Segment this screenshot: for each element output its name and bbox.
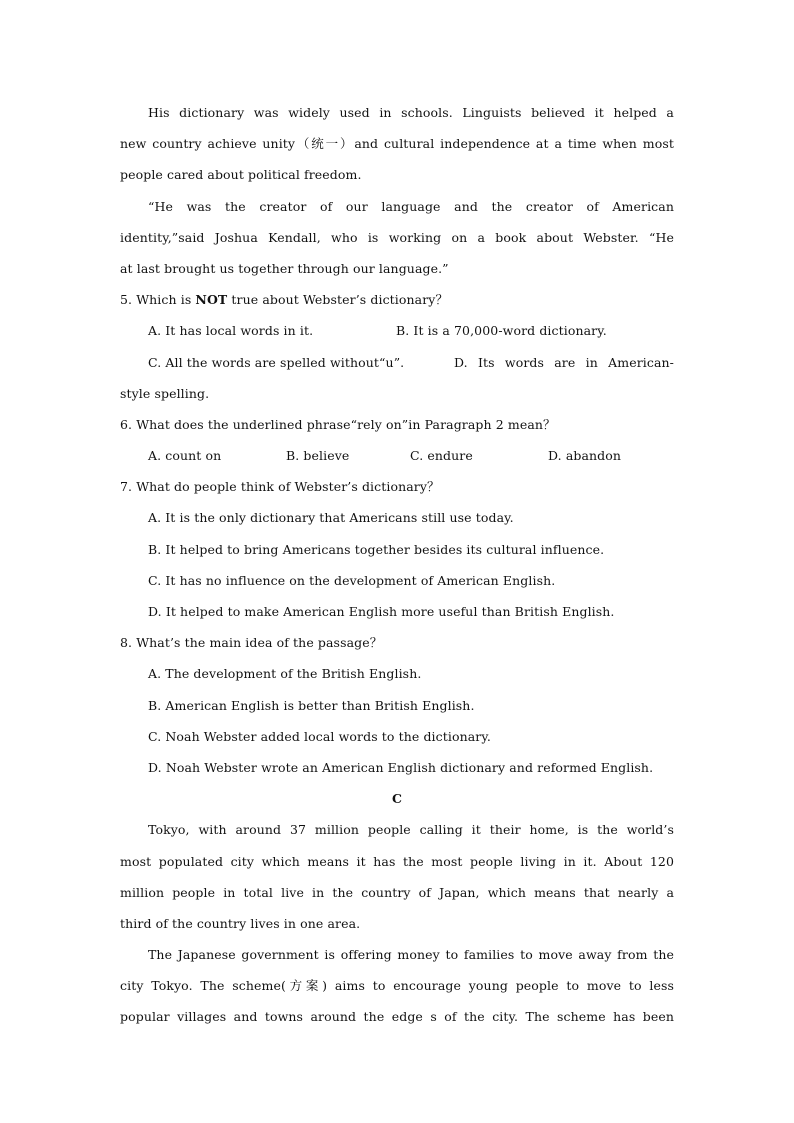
text-line: Tokyo, with around 37 million people calling it their home, is the world’s: [148, 822, 674, 838]
text-line: million people in total live in the country of Japan, which means that nearly a: [120, 884, 674, 900]
option-d: D. abandon: [548, 448, 622, 464]
option-c: C. All the words are spelled without“u”.: [148, 354, 405, 370]
option-c: C. It has no influence on the development of American English.: [148, 572, 556, 588]
text-line: new country achieve unity（统一）and cultural independence at a time when most: [120, 136, 674, 152]
text-line: popular villages and towns around the edge s of the city. The scheme has been: [120, 1009, 674, 1025]
question-stem: 7. What do people think of Webster’s dictionary？: [120, 479, 440, 495]
text-line: “He was the creator of our language and the creator of American: [148, 198, 674, 214]
paragraph-webster-dictionary: [120, 97, 674, 191]
option-d: D. Its words are in American-: [454, 354, 674, 370]
text-line: His dictionary was widely used in schools. Linguists believed it helped a: [148, 105, 674, 120]
question-8: [120, 627, 674, 783]
text-line: city Tokyo. The scheme(方案) aims to encourage young people to move to less: [120, 978, 674, 994]
option-c: C. endure: [410, 448, 473, 464]
option-row: [120, 347, 674, 378]
question-stem: 8. What’s the main idea of the passage？: [120, 635, 383, 651]
paragraph-tokyo-scheme: [120, 939, 674, 1033]
option-b: B. American English is better than British English.: [148, 697, 475, 713]
option-d: D. Noah Webster wrote an American English dictionary and reformed English.: [148, 759, 654, 775]
text-line: most populated city which means it has the most people living in it. About 120: [120, 853, 674, 869]
question-stem: 6. What does the underlined phrase“rely on”in Paragraph 2 mean？: [120, 416, 556, 432]
exam-page: [120, 97, 674, 1033]
paragraph-tokyo-population: [120, 814, 674, 939]
option-row: [120, 315, 674, 346]
section-heading: C: [391, 791, 403, 807]
stem-prefix: 5. Which is: [120, 292, 196, 308]
text-line: third of the country lives in one area.: [120, 915, 361, 931]
option-c: C. Noah Webster added local words to the dictionary.: [148, 728, 491, 744]
question-5: [120, 284, 674, 409]
option-b: B. It helped to bring Americans together besides its cultural influence.: [148, 541, 605, 557]
option-d: D. It helped to make American English more useful than British English.: [148, 604, 615, 619]
option-a: A. It is the only dictionary that Americans still use today.: [148, 510, 514, 526]
option-a: A. It has local words in it.: [148, 323, 314, 339]
question-7: [120, 471, 674, 627]
option-b: B. believe: [286, 448, 350, 464]
option-row: [120, 440, 674, 471]
stem-emphasis: NOT: [195, 292, 228, 308]
option-b: B. It is a 70,000-word dictionary.: [396, 323, 607, 339]
question-6: [120, 409, 674, 471]
stem-suffix: true about Webster’s dictionary？: [227, 292, 449, 308]
option-d-continued: style spelling.: [120, 385, 210, 401]
text-line: people cared about political freedom.: [120, 167, 362, 183]
option-a: A. count on: [148, 448, 222, 464]
option-a: A. The development of the British English.: [148, 666, 422, 682]
paragraph-kendall-quote: [120, 191, 674, 285]
text-line: The Japanese government is offering money to families to move away from the: [148, 947, 674, 963]
text-line: at last brought us together through our language.”: [120, 260, 449, 276]
text-line: identity,”said Joshua Kendall, who is working on a book about Webster. “He: [120, 229, 674, 245]
question-stem: [120, 284, 674, 315]
